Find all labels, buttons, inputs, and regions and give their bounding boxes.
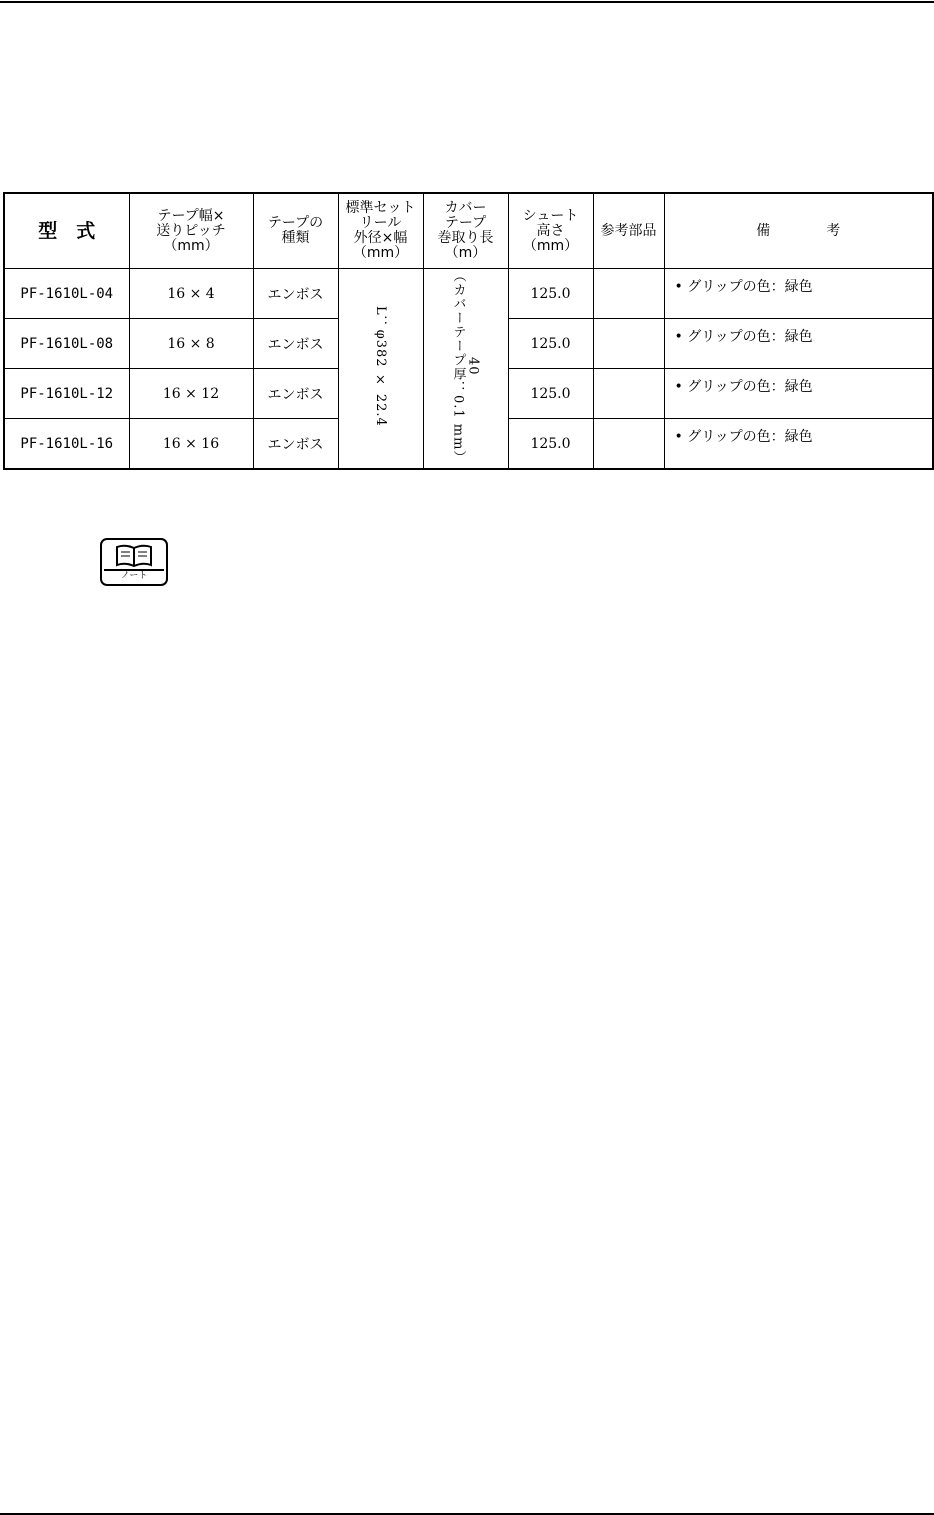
spec-table <box>3 192 934 470</box>
header-tape-type: テープの 種類 <box>253 193 338 269</box>
header-model: 型 式 <box>4 193 129 269</box>
header-chute-height: シュート 高さ （mm） <box>508 193 593 269</box>
tape-type-cell: エンボス <box>253 319 338 369</box>
ref-parts-cell <box>593 369 664 419</box>
header-reel: 標準セット リール 外径×幅 （mm） <box>338 193 423 269</box>
tape-pitch-cell: 16 × 16 <box>129 419 253 470</box>
chute-height-cell: 125.0 <box>508 269 593 319</box>
header-cover-tape: カバー テープ 巻取り長 （m） <box>423 193 508 269</box>
remark-cell: • グリップの色：緑色 <box>664 269 933 319</box>
tape-type-cell: エンボス <box>253 269 338 319</box>
ref-parts-cell <box>593 319 664 369</box>
model-cell: PF-1610L-12 <box>4 369 129 419</box>
top-rule <box>0 1 934 3</box>
chute-height-cell: 125.0 <box>508 419 593 470</box>
note-label: ノート <box>104 569 164 582</box>
table-header-row <box>4 193 933 269</box>
reel-cell <box>338 269 423 470</box>
tape-type-cell: エンボス <box>253 419 338 470</box>
ref-parts-cell <box>593 269 664 319</box>
remark-cell: • グリップの色：緑色 <box>664 369 933 419</box>
reel-text: L：φ382 × 22.4 <box>373 306 388 427</box>
chute-height-cell: 125.0 <box>508 369 593 419</box>
chute-height-cell: 125.0 <box>508 319 593 369</box>
model-cell: PF-1610L-08 <box>4 319 129 369</box>
book-icon <box>115 544 153 568</box>
tape-type-cell: エンボス <box>253 369 338 419</box>
cover-tape-text: 40 （カバーテープ厚：0.1 mm） <box>450 268 481 465</box>
tape-pitch-cell: 16 × 4 <box>129 269 253 319</box>
ref-parts-cell <box>593 419 664 470</box>
cover-tape-cell <box>423 269 508 470</box>
table-row <box>4 269 933 319</box>
note-badge <box>100 538 168 586</box>
model-cell: PF-1610L-04 <box>4 269 129 319</box>
header-remarks: 備 考 <box>664 193 933 269</box>
remark-cell: • グリップの色：緑色 <box>664 419 933 470</box>
model-cell: PF-1610L-16 <box>4 419 129 470</box>
header-tape-pitch: テープ幅× 送りピッチ （mm） <box>129 193 253 269</box>
tape-pitch-cell: 16 × 12 <box>129 369 253 419</box>
tape-pitch-cell: 16 × 8 <box>129 319 253 369</box>
remark-cell: • グリップの色：緑色 <box>664 319 933 369</box>
header-ref-parts: 参考部品 <box>593 193 664 269</box>
